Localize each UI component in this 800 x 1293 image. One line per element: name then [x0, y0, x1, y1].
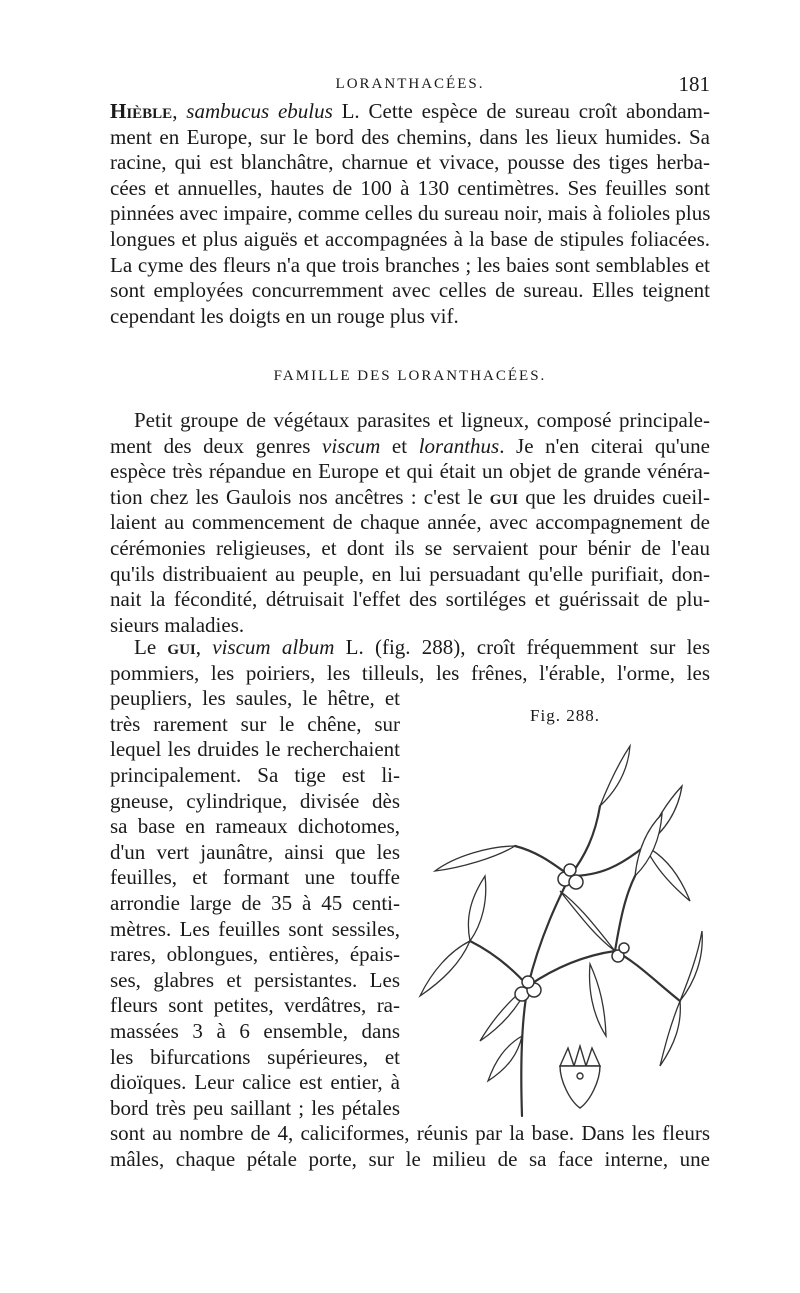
term-gui: gui [167, 635, 196, 659]
text-line: Petit groupe de végétaux parasites et ligneux, composé principale- [134, 408, 710, 432]
latin-name: sambucus ebulus [186, 99, 333, 123]
text-span: que les druides cueil- [518, 484, 710, 509]
text-span: Le [134, 635, 168, 659]
text-line: sont employées concurremment avec celles de sureau. Elles teignent [110, 278, 710, 303]
text-line: racine, qui est blanchâtre, charnue et vivace, pousse des tiges herba- [110, 150, 710, 175]
paragraph-hieble [110, 99, 710, 329]
text-line: massées 3 à 6 ensemble, dans [110, 1018, 400, 1043]
leaf [420, 941, 470, 996]
stem [515, 846, 570, 876]
stem [528, 951, 615, 986]
figure-caption: Fig. 288. [530, 706, 600, 725]
text-line: lequel les druides le recherchaient [110, 737, 400, 762]
text-span: tion chez les Gaulois nos ancêtres : c'est le [110, 484, 490, 509]
text-line: bord très peu saillant ; les pétales [110, 1095, 400, 1120]
berry [619, 943, 629, 953]
page-number: 181 [678, 72, 710, 96]
text-span: , [172, 99, 187, 123]
text-line: ment en Europe, sur le bord des chemins, dans les lieux humides. Sa [110, 124, 710, 149]
text-line: sont au nombre de 4, caliciformes, réunis par la base. Dans les fleurs [110, 1121, 710, 1146]
flower-detail [560, 1046, 600, 1108]
text-line: peupliers, les saules, le hêtre, et [110, 686, 400, 711]
stem [615, 951, 680, 1001]
text-line: cérémonies religieuses, et dont ils se servaient pour bénir de l'eau [110, 535, 710, 560]
running-title: LORANTHACÉES. [335, 76, 485, 92]
text-span: . Je n'en citerai qu'une [499, 433, 710, 458]
text-line: principalement. Sa tige est li- [110, 762, 400, 787]
flower-center [577, 1073, 583, 1079]
term-gui: gui [489, 484, 519, 509]
genus-viscum: viscum [322, 433, 381, 458]
flower-petals [560, 1046, 600, 1066]
text-span: , [195, 635, 213, 659]
text-line: d'un vert jaunâtre, ainsi que les [110, 839, 400, 864]
mistletoe-illustration [410, 736, 720, 1136]
berry [522, 976, 534, 988]
text-line: nait la fécondité, détruisait l'effet des sortiléges et guérissait de plu- [110, 587, 710, 612]
text-line [110, 635, 710, 661]
text-span: et [380, 433, 419, 458]
text-line: espèce très répandue en Europe et qui était un objet de grande vénéra- [110, 459, 710, 484]
text-line: longues et plus aiguës et accompagnées à la base de stipules foliacées. [110, 226, 710, 251]
text-line: dioïques. Leur calice est entier, à [110, 1070, 400, 1095]
text-line: ses, glabres et persistantes. Les [110, 967, 400, 992]
text-span: L. (fig. 288), croît fréquemment sur les [334, 635, 710, 659]
text-span: L. Cette espèce de sureau croît abondam- [332, 99, 710, 123]
leaf [468, 876, 485, 941]
text-line [110, 434, 710, 460]
running-head [110, 72, 710, 98]
stem [470, 941, 528, 986]
stem [615, 876, 635, 951]
latin-name: viscum album [212, 635, 335, 659]
text-line: fleurs sont petites, verdâtres, ra- [110, 993, 400, 1018]
leaf [488, 1036, 522, 1081]
text-line: sieurs maladies. [110, 612, 245, 637]
text-line: cependant les doigts en un rouge plus vif. [110, 303, 459, 328]
berry [569, 875, 583, 889]
text-line: qu'ils distribuaient au peuple, en lui persuadant qu'elle purifiait, don- [110, 561, 710, 586]
leaf [680, 931, 702, 1001]
leaf [600, 746, 630, 806]
text-line: pinnées avec impaire, comme celles du sureau noir, mais à folioles plus [110, 201, 711, 226]
genus-loranthus: loranthus [418, 433, 500, 458]
text-line: très rarement sur le chêne, sur [110, 711, 400, 736]
term-hieble: Hièble [110, 99, 173, 123]
text-line: pommiers, les poiriers, les tilleuls, les frênes, l'érable, l'orme, les [110, 660, 710, 685]
text-line: mètres. Les feuilles sont sessiles, [110, 916, 400, 941]
text-line: gneuse, cylindrique, divisée dès [110, 788, 400, 813]
text-line [110, 485, 710, 511]
figure-288 [410, 706, 720, 1136]
text-line: feuilles, et formant une touffe [110, 865, 400, 890]
text-line: La cyme des fleurs n'a que trois branches ; les baies sont semblables et [110, 252, 710, 277]
section-heading: FAMILLE DES LORANTHACÉES. [273, 368, 547, 384]
leaf [435, 846, 515, 871]
paragraph-famille [110, 408, 710, 638]
text-line: sa base en rameaux dichotomes, [110, 814, 400, 839]
text-span: ment des deux genres [110, 433, 322, 458]
text-line: mâles, chaque pétale porte, sur le milieu de sa face interne, une [110, 1146, 710, 1171]
text-line [110, 99, 710, 125]
text-line: rares, oblongues, entières, épais- [110, 942, 400, 967]
leaf [590, 964, 606, 1036]
text-line: cées et annuelles, hautes de 100 à 130 centimètres. Ses feuilles sont [110, 175, 710, 200]
leaf [660, 1001, 680, 1066]
text-line: laient au commencement de chaque année, avec accompagnement de [110, 510, 710, 535]
text-line: arrondie large de 35 à 45 centi- [110, 890, 400, 915]
berry [564, 864, 576, 876]
text-line: les bifurcations supérieures, et [110, 1044, 400, 1069]
leaf [560, 891, 615, 951]
